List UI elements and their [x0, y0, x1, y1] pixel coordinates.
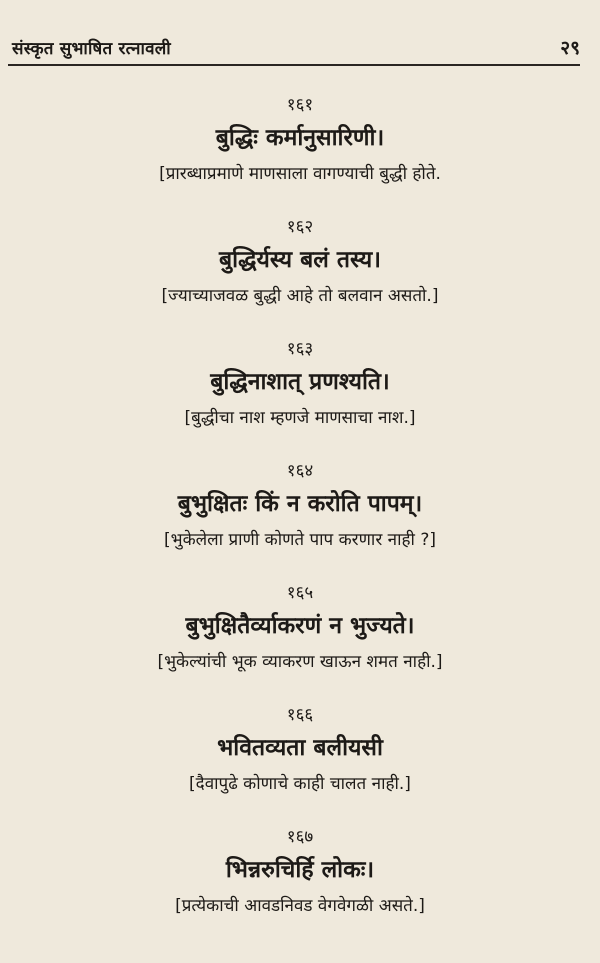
subhashit-entry — [40, 702, 560, 824]
subhashit-entry — [40, 92, 560, 214]
page-number: २९ — [560, 37, 580, 59]
marathi-meaning: [दैवापुढे कोणाचे काही चालत नाही.] — [189, 774, 411, 794]
entry-number: १६४ — [286, 461, 314, 481]
sanskrit-verse: बुद्धिः कर्मानुसारिणी। — [215, 125, 385, 151]
sanskrit-verse: बुभुक्षितैर्व्याकरणं न भुज्यते। — [185, 613, 415, 639]
marathi-meaning: [भुकेल्यांची भूक व्याकरण खाऊन शमत नाही.] — [157, 652, 443, 672]
entry-number: १६५ — [286, 583, 314, 603]
running-header — [8, 34, 580, 66]
marathi-meaning: [बुद्धीचा नाश म्हणजे माणसाचा नाश.] — [184, 408, 416, 428]
marathi-meaning: [ज्याच्याजवळ बुद्धी आहे तो बलवान असतो.] — [161, 286, 439, 306]
entry-number: १६२ — [286, 217, 314, 237]
entry-number: १६१ — [286, 95, 314, 115]
sanskrit-verse: बुद्धिर्यस्य बलं तस्य। — [219, 247, 381, 273]
subhashit-list — [40, 92, 560, 946]
entry-number: १६७ — [286, 827, 314, 847]
subhashit-entry — [40, 580, 560, 702]
sanskrit-verse: भवितव्यता बलीयसी — [217, 735, 383, 761]
subhashit-entry — [40, 458, 560, 580]
entry-number: १६३ — [286, 339, 314, 359]
book-title: संस्कृत सुभाषित रत्नावली — [12, 39, 171, 59]
subhashit-entry — [40, 336, 560, 458]
marathi-meaning: [प्रत्येकाची आवडनिवड वेगवेगळी असते.] — [175, 896, 425, 916]
marathi-meaning: [भुकेलेला प्राणी कोणते पाप करणार नाही ?] — [163, 530, 437, 550]
subhashit-entry — [40, 214, 560, 336]
sanskrit-verse: भिन्नरुचिर्हि लोकः। — [225, 857, 375, 883]
subhashit-entry — [40, 824, 560, 946]
entry-number: १६६ — [286, 705, 314, 725]
marathi-meaning: [प्रारब्धाप्रमाणे माणसाला वागण्याची बुद्धी होते. — [159, 164, 441, 184]
sanskrit-verse: बुद्धिनाशात् प्रणश्यति। — [210, 369, 390, 395]
sanskrit-verse: बुभुक्षितः किं न करोति पापम्। — [177, 491, 423, 517]
